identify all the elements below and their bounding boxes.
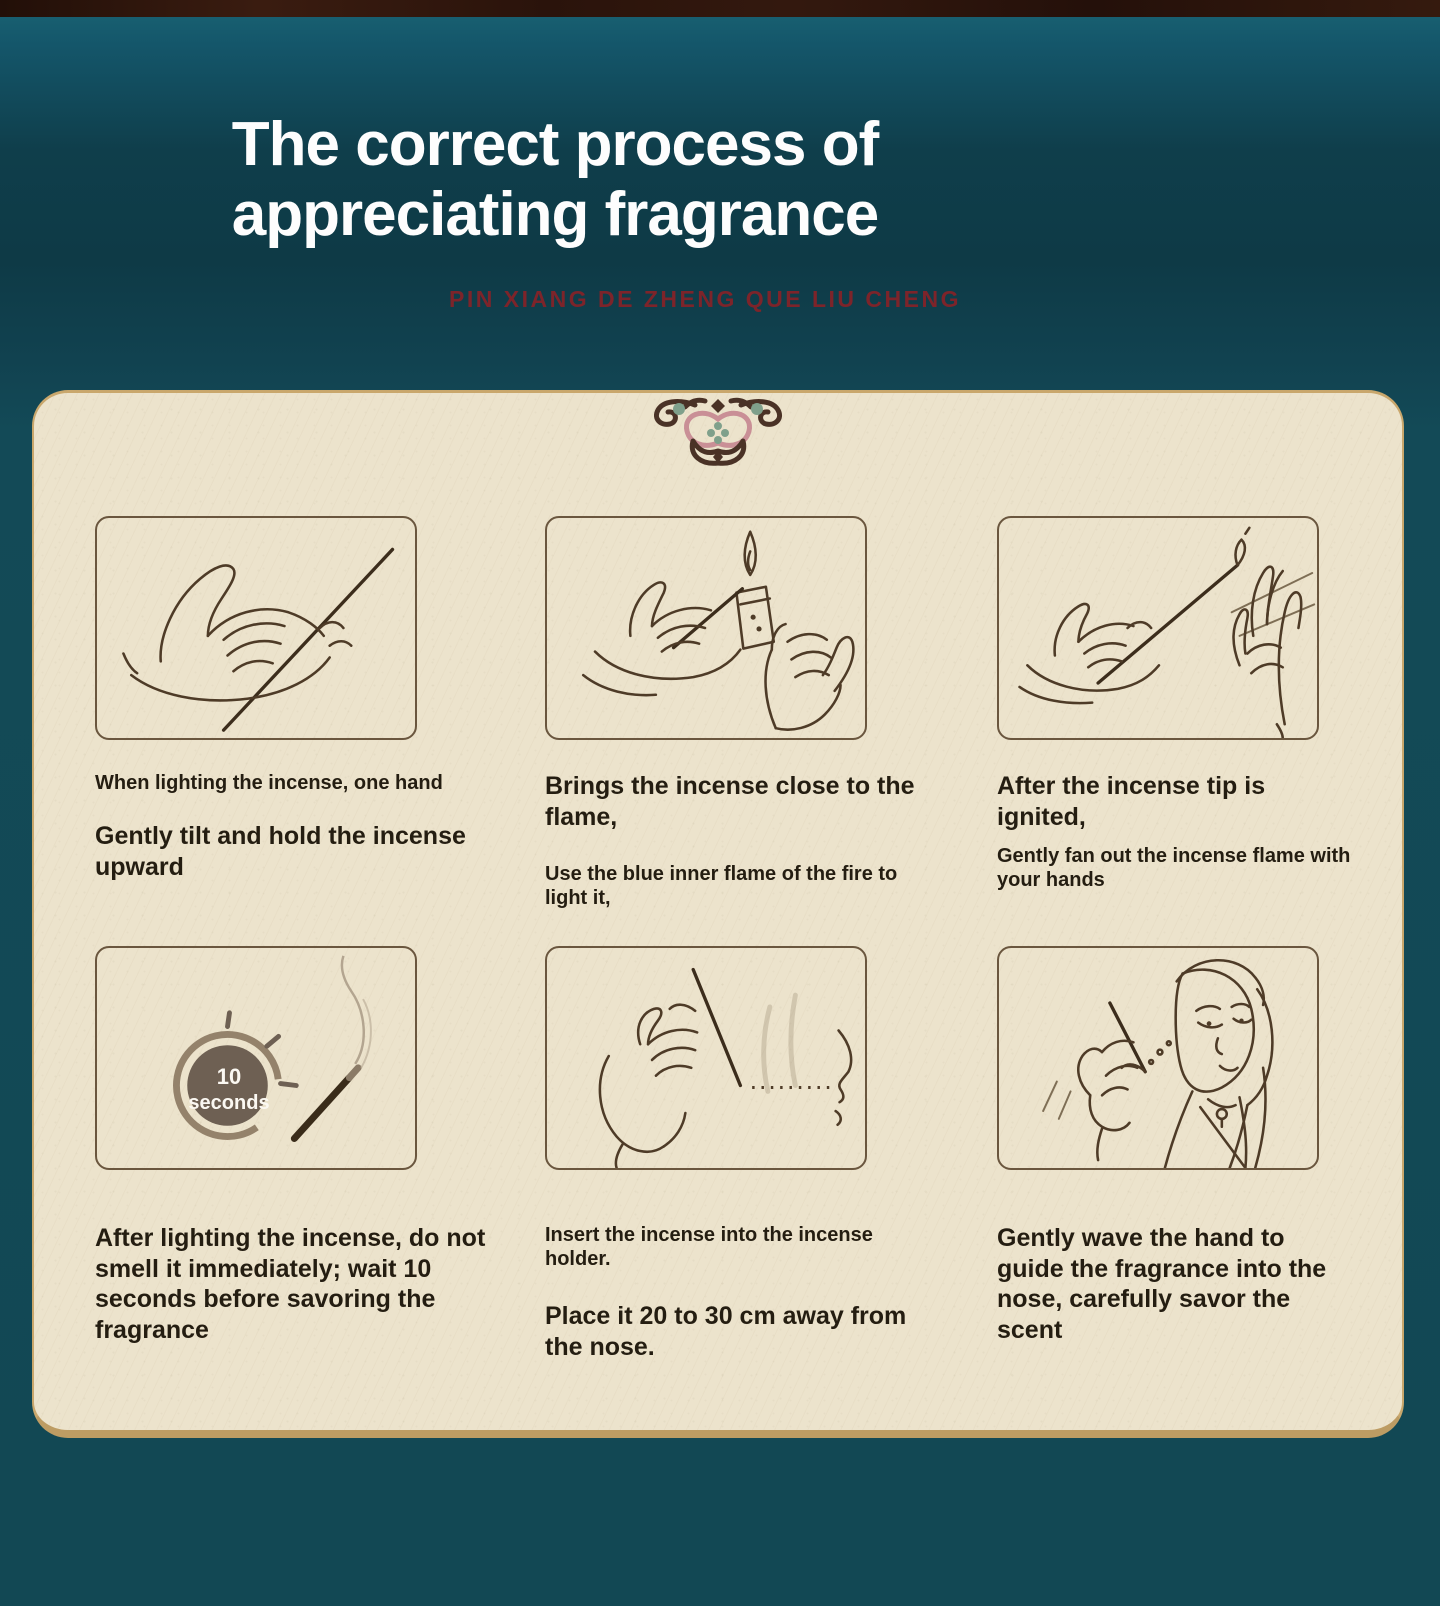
caption-line: When lighting the incense, one hand xyxy=(95,772,443,794)
ornament-icon xyxy=(633,393,803,472)
page-title-line1: The correct process of xyxy=(231,110,879,179)
step-caption-1 xyxy=(95,771,467,882)
hand-tilting-incense-sketch xyxy=(97,518,415,738)
caption-line: After the incense tip is ignited, xyxy=(997,772,1266,831)
step-panel-6 xyxy=(997,946,1319,1170)
person-savoring-fragrance-sketch xyxy=(999,948,1317,1168)
incense-distance-to-nose-sketch xyxy=(547,948,865,1168)
page-title xyxy=(0,110,1110,250)
lighting-incense-with-flame-sketch xyxy=(547,518,865,738)
page-title-line2: appreciating fragrance xyxy=(231,180,879,250)
step-panel-1 xyxy=(95,516,417,740)
step-caption-5 xyxy=(545,1223,937,1362)
fanning-incense-flame-sketch xyxy=(999,518,1317,738)
step-panel-3 xyxy=(997,516,1319,740)
step-panel-2 xyxy=(545,516,867,740)
timer-badge xyxy=(177,1063,281,1116)
caption-line: Gently wave the hand to guide the fragrance into the nose, carefully savor the scent xyxy=(997,1224,1327,1344)
ten-second-timer-sketch xyxy=(97,948,415,1168)
caption-line: After lighting the incense, do not smell it immediately; wait 10 seconds before savoring the fragrance xyxy=(95,1224,486,1344)
caption-line: Gently tilt and hold the incense upward xyxy=(95,822,466,881)
step-panel-5 xyxy=(545,946,867,1170)
caption-line: Brings the incense close to the flame, xyxy=(545,772,915,831)
step-caption-4 xyxy=(95,1223,487,1345)
step-caption-2 xyxy=(545,771,937,910)
timer-unit: seconds xyxy=(188,1091,270,1114)
caption-line: Use the blue inner flame of the fire to light it, xyxy=(545,863,898,909)
instruction-card xyxy=(32,390,1404,1438)
caption-line: Place it 20 to 30 cm away from the nose. xyxy=(545,1302,907,1361)
step-caption-3 xyxy=(997,771,1389,892)
caption-line: Insert the incense into the incense holder. xyxy=(545,1224,873,1270)
step-caption-6 xyxy=(997,1223,1349,1345)
wood-plank-strip xyxy=(0,0,1440,17)
caption-line: Gently fan out the incense flame with your hands xyxy=(997,845,1351,891)
step-panel-4 xyxy=(95,946,417,1170)
subtitle-pinyin: PIN XIANG DE ZHENG QUE LIU CHENG xyxy=(449,286,961,312)
timer-value: 10 xyxy=(216,1064,242,1089)
